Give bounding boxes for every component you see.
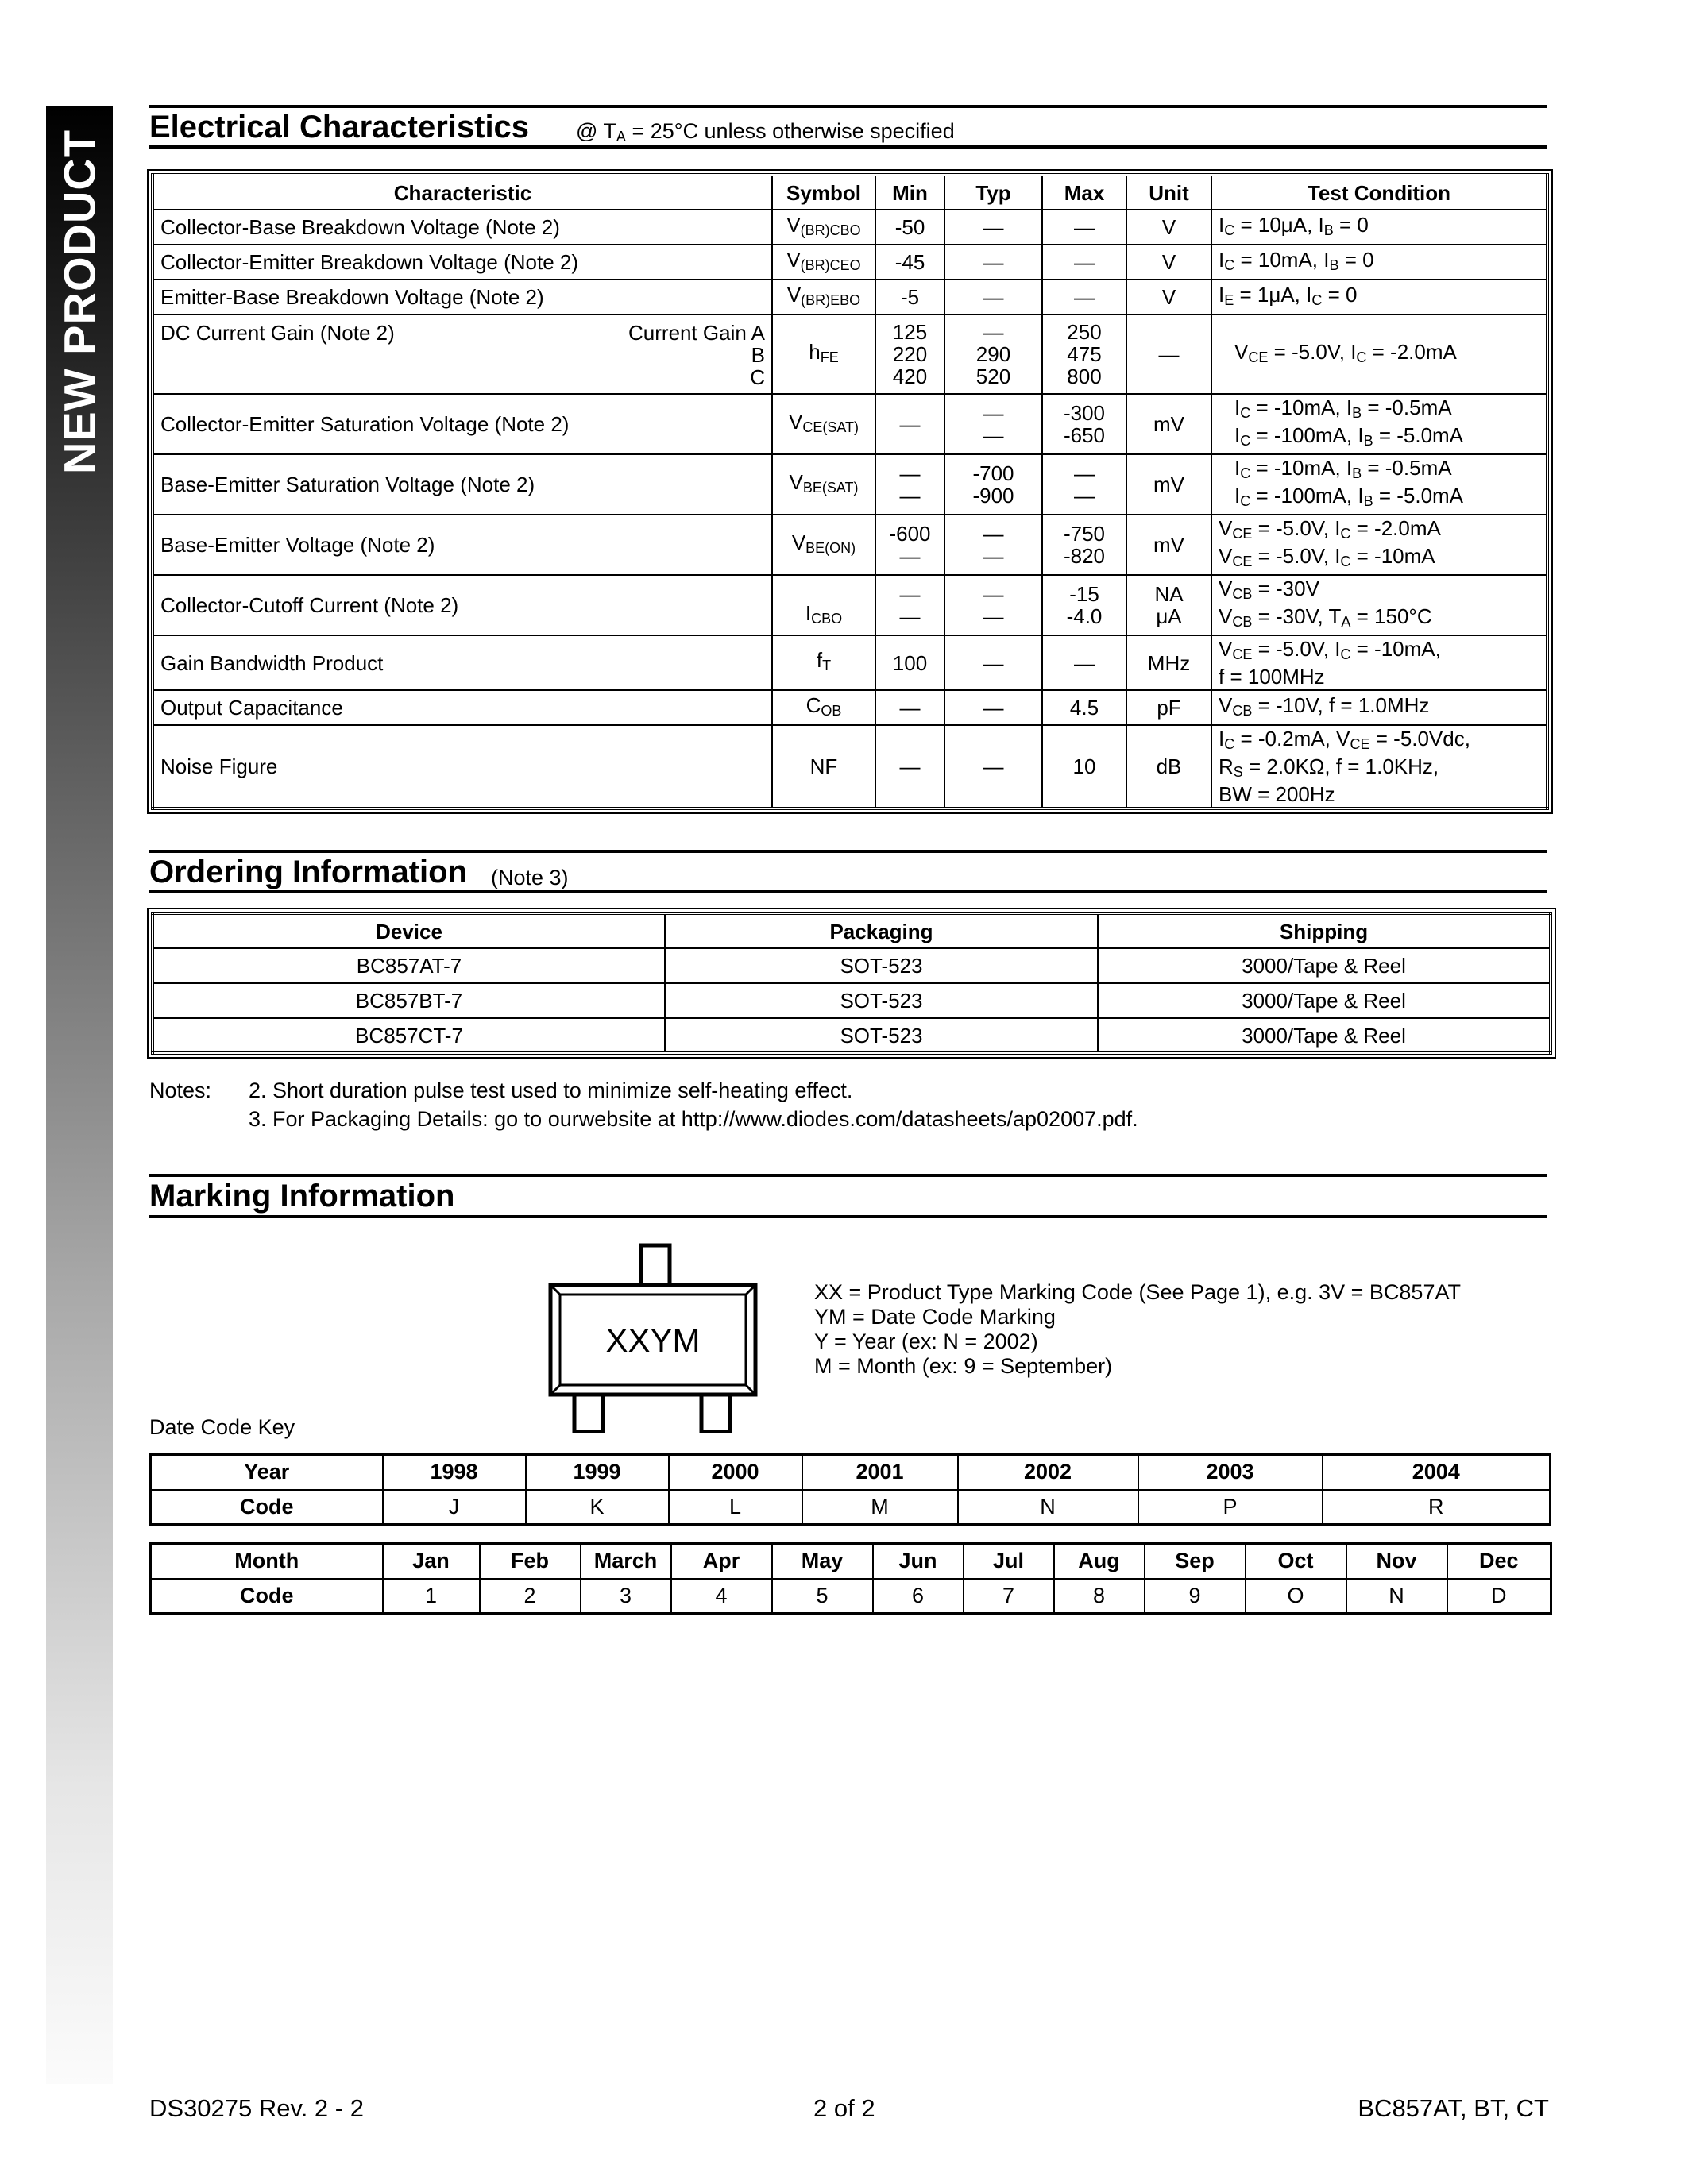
- unit-cell: V: [1126, 245, 1211, 280]
- condition-cell: $I_C = -0.2mA$, $V_{CE} = -5.0Vdc$, $R_S = 2.0K\Omega$, f = 1.0KHz, BW = 200Hz: [1211, 725, 1547, 808]
- electrical-characteristics-table: [151, 173, 1549, 810]
- table-row: [153, 314, 1547, 394]
- symbol-cell: $C_{OB}$: [772, 690, 875, 725]
- ordering-title: Ordering Information: [149, 855, 467, 889]
- header-test-condition: Test Condition: [1211, 175, 1547, 210]
- marking-title-rule: [149, 1215, 1547, 1218]
- code-cell: 9: [1145, 1579, 1246, 1614]
- electrical-title-rule: [149, 145, 1547, 149]
- electrical-subtitle: @ $T_A = 25^\circ C$ unless otherwise specified: [576, 119, 955, 145]
- month-cell: Feb: [480, 1544, 581, 1579]
- table-row: [153, 454, 1547, 515]
- symbol-cell: $V_{BE(SAT)}$: [772, 454, 875, 515]
- min-cell: — —: [875, 454, 944, 515]
- symbol-cell: NF: [772, 725, 875, 808]
- characteristic-cell: Gain Bandwidth Product: [153, 635, 772, 690]
- code-cell: 4: [671, 1579, 772, 1614]
- min-cell: —: [875, 725, 944, 808]
- table-header-row: [153, 913, 1551, 948]
- device-cell: BC857AT-7: [153, 948, 665, 983]
- month-cell: Sep: [1145, 1544, 1246, 1579]
- electrical-title: Electrical Characteristics: [149, 110, 530, 145]
- ordering-top-rule: [149, 850, 1547, 853]
- table-row: [153, 635, 1547, 690]
- packaging-cell: SOT-523: [665, 948, 1098, 983]
- code-header: Code: [151, 1579, 383, 1614]
- month-code-row: [151, 1579, 1551, 1614]
- table-row: [153, 983, 1551, 1018]
- code-cell: N: [958, 1490, 1138, 1525]
- max-cell: —: [1042, 210, 1126, 245]
- condition-cell: $I_C = 10\mu A$, $I_B = 0$: [1211, 210, 1547, 245]
- condition-cell: $I_C = -10mA$, $I_B = -0.5mA$ $I_C = -100mA$, $I_B = -5.0mA$: [1211, 454, 1547, 515]
- packaging-cell: SOT-523: [665, 1018, 1098, 1053]
- table-row: [153, 725, 1547, 808]
- condition-cell: $I_C = 10mA$, $I_B = 0$: [1211, 245, 1547, 280]
- year-cell: 2004: [1323, 1455, 1551, 1490]
- symbol-cell: $f_T$: [772, 635, 875, 690]
- symbol-cell: $V_{(BR)EBO}$: [772, 280, 875, 314]
- typ-cell: —: [944, 210, 1042, 245]
- year-cell: 2003: [1138, 1455, 1323, 1490]
- table-row: [153, 515, 1547, 575]
- min-cell: —: [875, 690, 944, 725]
- year-code-row: [151, 1490, 1551, 1525]
- header-typ: Typ: [944, 175, 1042, 210]
- top-rule: [149, 105, 1547, 108]
- min-cell: -5: [875, 280, 944, 314]
- typ-cell: -700 -900: [944, 454, 1042, 515]
- max-cell: —: [1042, 280, 1126, 314]
- max-cell: 4.5: [1042, 690, 1126, 725]
- characteristic-cell: Collector-Emitter Breakdown Voltage (Note 2): [153, 245, 772, 280]
- table-row: [153, 394, 1547, 454]
- code-cell: 5: [772, 1579, 873, 1614]
- min-cell: — —: [875, 575, 944, 635]
- table-row: [153, 1018, 1551, 1053]
- characteristic-cell: DC Current Gain (Note 2) Current Gain A B C: [153, 314, 772, 394]
- symbol-cell: $V_{BE(ON)}$: [772, 515, 875, 575]
- shipping-cell: 3000/Tape & Reel: [1098, 948, 1551, 983]
- condition-cell: $V_{CE} = -5.0V$, $I_C = -10mA$, f = 100MHz: [1211, 635, 1547, 690]
- unit-cell: dB: [1126, 725, 1211, 808]
- condition-cell: $V_{CE} = -5.0V$, $I_C = -2.0mA$: [1211, 314, 1547, 394]
- year-cell: 2000: [669, 1455, 802, 1490]
- month-cell: Jan: [383, 1544, 480, 1579]
- header-unit: Unit: [1126, 175, 1211, 210]
- code-cell: 6: [873, 1579, 964, 1614]
- max-cell: -300 -650: [1042, 394, 1126, 454]
- month-cell: Oct: [1246, 1544, 1346, 1579]
- unit-cell: NA μA: [1126, 575, 1211, 635]
- characteristic-cell: Collector-Emitter Saturation Voltage (Note 2): [153, 394, 772, 454]
- min-cell: -45: [875, 245, 944, 280]
- characteristic-cell: Noise Figure: [153, 725, 772, 808]
- characteristic-cell: Output Capacitance: [153, 690, 772, 725]
- sot523-package-icon: [548, 1243, 763, 1433]
- max-cell: 10: [1042, 725, 1126, 808]
- code-cell: J: [383, 1490, 526, 1525]
- unit-cell: mV: [1126, 454, 1211, 515]
- marking-desc-line: XX = Product Type Marking Code (See Page 1), e.g. 3V = BC857AT: [814, 1280, 1461, 1304]
- characteristic-cell: Base-Emitter Voltage (Note 2): [153, 515, 772, 575]
- code-cell: 7: [964, 1579, 1054, 1614]
- typ-cell: —: [944, 690, 1042, 725]
- unit-cell: mV: [1126, 515, 1211, 575]
- typ-cell: —: [944, 635, 1042, 690]
- symbol-cell: $V_{CE(SAT)}$: [772, 394, 875, 454]
- year-cell: 2002: [958, 1455, 1138, 1490]
- unit-cell: MHz: [1126, 635, 1211, 690]
- code-cell: L: [669, 1490, 802, 1525]
- month-cell: March: [581, 1544, 671, 1579]
- month-cell: Jul: [964, 1544, 1054, 1579]
- code-cell: P: [1138, 1490, 1323, 1525]
- header-packaging: Packaging: [665, 913, 1098, 948]
- code-cell: O: [1246, 1579, 1346, 1614]
- symbol-cell: $V_{(BR)CBO}$: [772, 210, 875, 245]
- code-cell: D: [1447, 1579, 1551, 1614]
- footer-document-id: DS30275 Rev. 2 - 2: [149, 2094, 364, 2122]
- condition-cell: $V_{CB} = -30V$ $V_{CB} = -30V$, $T_A = 150^\circ C$: [1211, 575, 1547, 635]
- typ-cell: — —: [944, 394, 1042, 454]
- month-cell: Dec: [1447, 1544, 1551, 1579]
- ordering-table: [151, 912, 1552, 1055]
- header-characteristic: Characteristic: [153, 175, 772, 210]
- typ-cell: — 290 520: [944, 314, 1042, 394]
- month-cell: Nov: [1346, 1544, 1447, 1579]
- header-symbol: Symbol: [772, 175, 875, 210]
- shipping-cell: 3000/Tape & Reel: [1098, 1018, 1551, 1053]
- header-max: Max: [1042, 175, 1126, 210]
- table-row: [153, 575, 1547, 635]
- code-header: Code: [151, 1490, 383, 1525]
- year-header: Year: [151, 1455, 383, 1490]
- max-cell: -750 -820: [1042, 515, 1126, 575]
- typ-cell: — —: [944, 515, 1042, 575]
- package-marking-diagram: [548, 1243, 763, 1437]
- unit-cell: V: [1126, 280, 1211, 314]
- code-cell: 8: [1054, 1579, 1145, 1614]
- condition-cell: $I_C = -10mA$, $I_B = -0.5mA$ $I_C = -100mA$, $I_B = -5.0mA$: [1211, 394, 1547, 454]
- header-device: Device: [153, 913, 665, 948]
- max-cell: — —: [1042, 454, 1126, 515]
- typ-cell: — —: [944, 575, 1042, 635]
- marking-desc-line: M = Month (ex: 9 = September): [814, 1354, 1113, 1378]
- note-3: 3. For Packaging Details: go to ourwebsite at http://www.diodes.com/datasheets/ap02007.pdf.: [249, 1107, 1138, 1131]
- max-cell: —: [1042, 245, 1126, 280]
- month-code-table: [149, 1542, 1552, 1615]
- year-code-table: [149, 1453, 1551, 1526]
- package-marking-text: XXYM: [605, 1322, 701, 1359]
- min-cell: 100: [875, 635, 944, 690]
- month-row: [151, 1544, 1551, 1579]
- unit-cell: mV: [1126, 394, 1211, 454]
- table-row: [153, 690, 1547, 725]
- min-cell: -600 —: [875, 515, 944, 575]
- table-row: [153, 948, 1551, 983]
- characteristic-cell: Collector-Cutoff Current (Note 2): [153, 575, 772, 635]
- year-cell: 2001: [802, 1455, 958, 1490]
- notes-label: Notes:: [149, 1078, 212, 1102]
- code-cell: K: [526, 1490, 669, 1525]
- code-cell: 2: [480, 1579, 581, 1614]
- min-cell: 125 220 420: [875, 314, 944, 394]
- min-cell: —: [875, 394, 944, 454]
- year-row: [151, 1455, 1551, 1490]
- footer-page-number: 2 of 2: [813, 2094, 875, 2122]
- condition-cell: $V_{CB} = -10V$, f = 1.0MHz: [1211, 690, 1547, 725]
- year-cell: 1999: [526, 1455, 669, 1490]
- notes: [149, 1076, 1138, 1133]
- characteristic-cell: Emitter-Base Breakdown Voltage (Note 2): [153, 280, 772, 314]
- shipping-cell: 3000/Tape & Reel: [1098, 983, 1551, 1018]
- month-cell: Aug: [1054, 1544, 1145, 1579]
- characteristic-cell: Collector-Base Breakdown Voltage (Note 2): [153, 210, 772, 245]
- month-cell: May: [772, 1544, 873, 1579]
- code-cell: M: [802, 1490, 958, 1525]
- marking-title: Marking Information: [149, 1179, 455, 1214]
- month-cell: Apr: [671, 1544, 772, 1579]
- unit-cell: —: [1126, 314, 1211, 394]
- month-cell: Jun: [873, 1544, 964, 1579]
- typ-cell: —: [944, 280, 1042, 314]
- unit-cell: V: [1126, 210, 1211, 245]
- max-cell: 250 475 800: [1042, 314, 1126, 394]
- max-cell: -15 -4.0: [1042, 575, 1126, 635]
- characteristic-cell: Base-Emitter Saturation Voltage (Note 2): [153, 454, 772, 515]
- code-cell: 1: [383, 1579, 480, 1614]
- header-shipping: Shipping: [1098, 913, 1551, 948]
- note-2: 2. Short duration pulse test used to minimize self-heating effect.: [249, 1078, 853, 1102]
- packaging-cell: SOT-523: [665, 983, 1098, 1018]
- new-product-label: NEW PRODUCT: [54, 129, 105, 475]
- marking-top-rule: [149, 1174, 1547, 1177]
- year-cell: 1998: [383, 1455, 526, 1490]
- symbol-cell: $V_{(BR)CEO}$: [772, 245, 875, 280]
- marking-desc-line: YM = Date Code Marking: [814, 1305, 1056, 1329]
- ordering-note: (Note 3): [491, 866, 569, 889]
- marking-desc-line: Y = Year (ex: N = 2002): [814, 1329, 1038, 1353]
- date-code-key-label: Date Code Key: [149, 1415, 295, 1439]
- code-cell: 3: [581, 1579, 671, 1614]
- code-cell: R: [1323, 1490, 1551, 1525]
- table-row: [153, 245, 1547, 280]
- table-row: [153, 210, 1547, 245]
- typ-cell: —: [944, 725, 1042, 808]
- max-cell: —: [1042, 635, 1126, 690]
- header-min: Min: [875, 175, 944, 210]
- condition-cell: $V_{CE} = -5.0V$, $I_C = -2.0mA$ $V_{CE} = -5.0V$, $I_C = -10mA$: [1211, 515, 1547, 575]
- footer-part-numbers: BC857AT, BT, CT: [1358, 2094, 1549, 2122]
- marking-description: [814, 1280, 1461, 1379]
- symbol-cell: $I_{CBO}$: [772, 575, 875, 635]
- table-header-row: [153, 175, 1547, 210]
- device-cell: BC857BT-7: [153, 983, 665, 1018]
- month-header: Month: [151, 1544, 383, 1579]
- min-cell: -50: [875, 210, 944, 245]
- table-row: [153, 280, 1547, 314]
- symbol-cell: $h_{FE}$: [772, 314, 875, 394]
- code-cell: N: [1346, 1579, 1447, 1614]
- device-cell: BC857CT-7: [153, 1018, 665, 1053]
- condition-cell: $I_E = 1\mu A$, $I_C = 0$: [1211, 280, 1547, 314]
- typ-cell: —: [944, 245, 1042, 280]
- ordering-title-rule: [149, 890, 1547, 893]
- unit-cell: pF: [1126, 690, 1211, 725]
